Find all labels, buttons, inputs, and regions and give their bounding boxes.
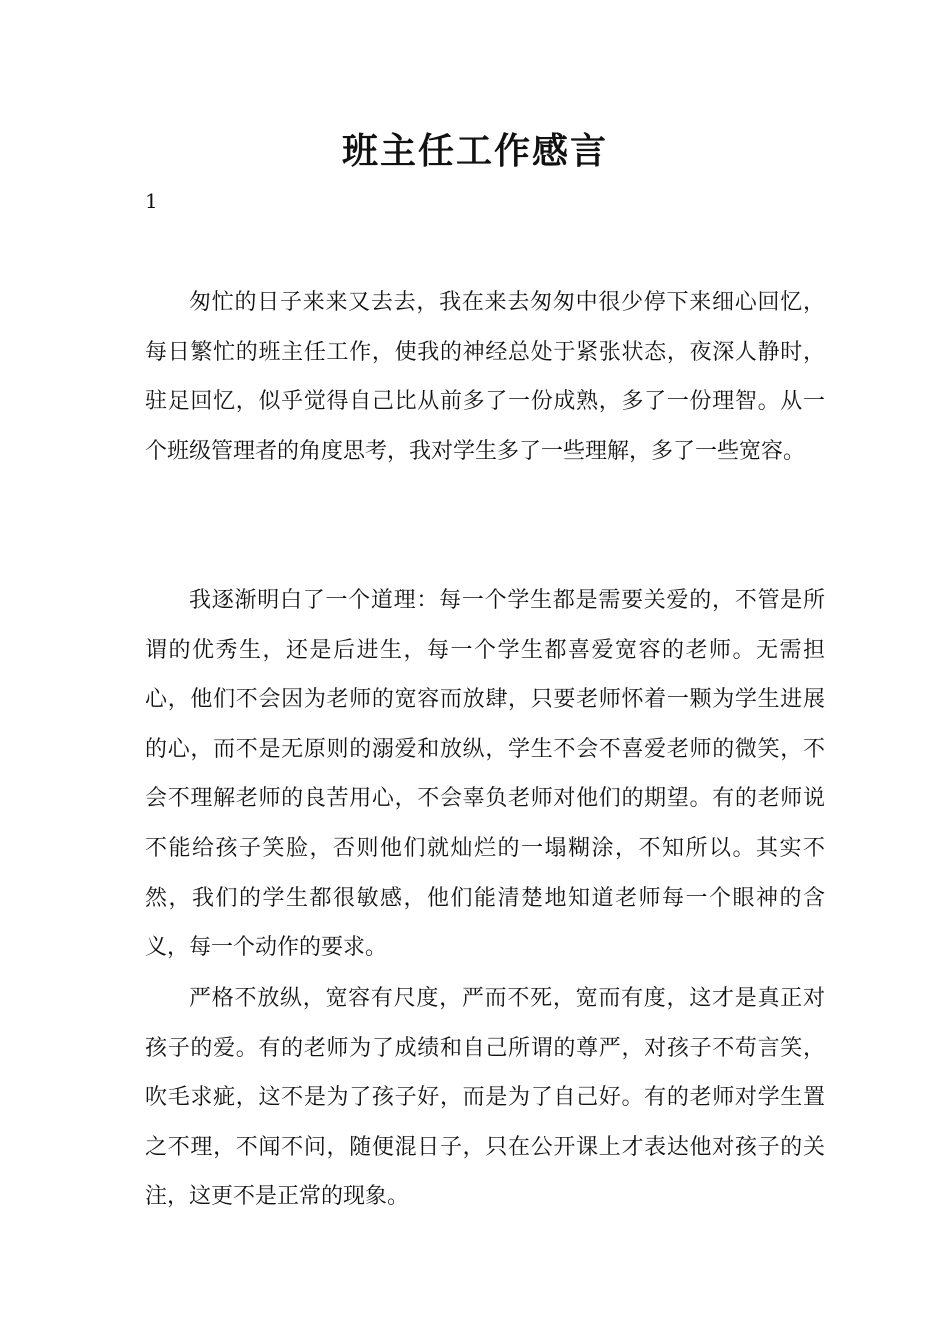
paragraph-1: 匆忙的日子来来又去去，我在来去匆匆中很少停下来细心回忆，每日繁忙的班主任工作，使我的神经总处于紧张状态，夜深人静时，驻足回忆，似乎觉得自己比从前多了一份成熟，多了一份理智。从一个班级管理者的角度思考，我对学生多了一些理解，多了一些宽容。 <box>145 290 825 464</box>
paragraph-2: 我逐渐明白了一个道理：每一个学生都是需要关爱的，不管是所谓的优秀生，还是后进生，每一个学生都喜爱宽容的老师。无需担心，他们不会因为老师的宽容而放肆，只要老师怀着一颗为学生进展的心，而不是无原则的溺爱和放纵，学生不会不喜爱老师的微笑，不会不理解老师的良苦用心，不会辜负老师对他们的期望。有的老师说不能给孩子笑脸，否则他们就灿烂的一塌糊涂，不知所以。其实不然，我们的学生都很敏感，他们能清楚地知道老师每一个眼神的含义，每一个动作的要求。 <box>145 588 825 961</box>
page-number: 1 <box>145 189 158 213</box>
document-title: 班主任工作感言 <box>341 131 608 172</box>
paragraph-3: 严格不放纵，宽容有尺度，严而不死，宽而有度，这才是真正对孩子的爱。有的老师为了成绩和自己所谓的尊严，对孩子不苟言笑，吹毛求疵，这不是为了孩子好，而是为了自己好。有的老师对学生置之不理，不闻不问，随便混日子，只在公开课上才表达他对孩子的关注，这更不是正常的现象。 <box>145 986 825 1210</box>
